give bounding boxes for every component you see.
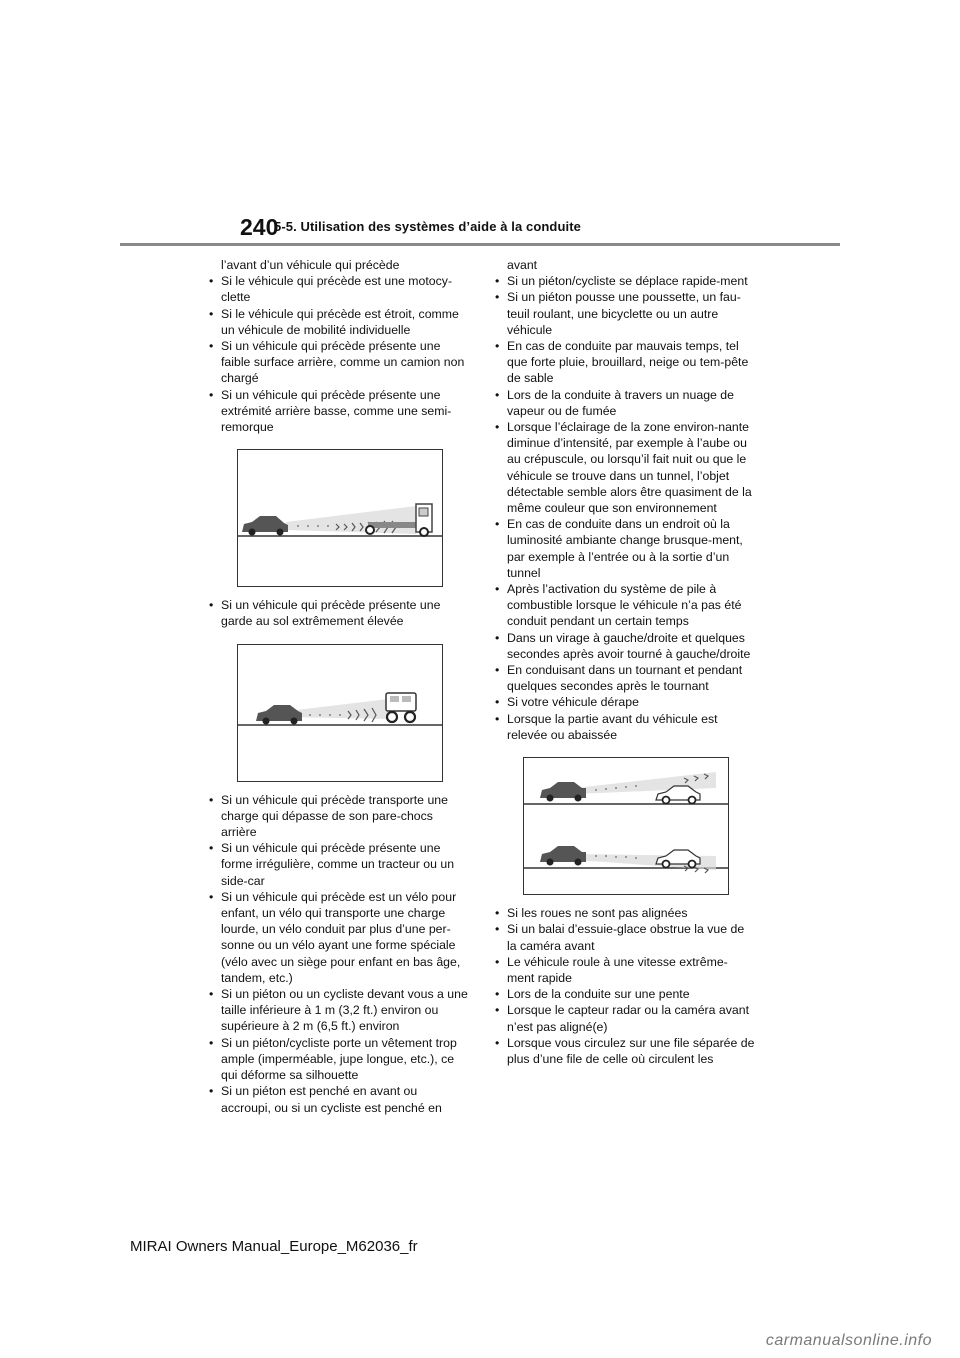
car-following-high-clearance-vehicle-illustration — [238, 645, 442, 781]
right-column — [493, 257, 755, 1067]
figure-trailer-truck — [237, 449, 443, 587]
car-with-raised-lowered-front-illustration — [524, 758, 728, 894]
list-item: • Le véhicule roule à une vitesse extrême-ment rapide — [495, 954, 728, 985]
list-item: • Lorsque la partie avant du véhicule est relevée ou abaissée — [495, 711, 718, 742]
left-list-1 — [207, 273, 469, 435]
list-item: • Si un piéton ou un cycliste devant vous a une taille inférieure à 1 m (3,2 ft.) environ ou supérieure à 2 m (6,5 ft.) environ — [209, 987, 468, 1034]
list-item: • Si un véhicule qui précède présente une forme irrégulière, comme un tracteur ou un side-car — [209, 841, 455, 888]
list-item: • Lorsque vous circulez sur une file séparée de plus d’une file de celle où circulent les — [495, 1035, 755, 1066]
right-list-1 — [493, 273, 755, 743]
list-item: • Après l’activation du système de pile à combustible lorsque le véhicule n’a pas été conduit pendant un certain temps — [495, 582, 742, 629]
car-following-trailer-truck-illustration — [238, 450, 442, 586]
header-rule — [120, 243, 840, 246]
list-item: • Si un piéton est penché en avant ou accroupi, ou si un cycliste est penché en — [209, 1084, 442, 1115]
list-item: • Lorsque l’éclairage de la zone environ-nante diminue d’intensité, par exemple à l’aube ou au crépuscule, ou lorsqu’il fait nuit ou que le véhicule se trouve dans un tunnel, l’objet détectable semble alors être quasiment de la même couleur que son environnement — [495, 420, 752, 516]
right-continuation: avant — [507, 258, 538, 272]
list-item: • Si les roues ne sont pas alignées — [495, 906, 688, 921]
page-number: 240 — [240, 214, 279, 240]
list-item: • Si un véhicule qui précède présente une faible surface arrière, comme un camion non chargé — [209, 339, 465, 386]
section-title: 5-5. Utilisation des systèmes d’aide à la conduite — [274, 219, 581, 234]
left-list-2 — [207, 597, 469, 629]
footer-manual-name: MIRAI Owners Manual_Europe_M62036_fr — [130, 1238, 418, 1255]
left-column — [207, 257, 469, 1116]
list-item: • Si un véhicule qui précède présente une garde au sol extrêmement élevée — [209, 598, 441, 629]
list-item: • Lors de la conduite sur une pente — [495, 987, 690, 1002]
list-item: • Si un piéton pousse une poussette, un fau-teuil roulant, une bicyclette ou un autre véhicule — [495, 290, 741, 337]
list-item: • Si un véhicule qui précède est un vélo pour enfant, un vélo qui transporte une charge lourde, un vélo conduit par plus d’une per-sonne ou un vélo ayant une forme spéciale (vélo avec un siège pour enfant en bas âge, tandem, etc.) — [209, 889, 461, 985]
list-item: • Si un piéton/cycliste se déplace rapide-ment — [495, 274, 748, 289]
figure-high-clearance — [237, 644, 443, 782]
figure-raised-lowered-front — [523, 757, 729, 895]
list-item: • Lors de la conduite à travers un nuage de vapeur ou de fumée — [495, 387, 734, 418]
list-item: • Si un piéton/cycliste porte un vêtement trop ample (imperméable, jupe longue, etc.), ce qui déforme sa silhouette — [209, 1035, 457, 1083]
list-item: • En cas de conduite dans un endroit où la luminosité ambiante change brusque-ment, par exemple à l’entrée ou à la sortie d’un tunnel — [495, 517, 743, 580]
list-item: • Si un véhicule qui précède présente une extrémité arrière basse, comme une semi-remorque — [209, 387, 452, 435]
left-list-3 — [207, 792, 469, 1116]
right-list-2 — [493, 905, 755, 1067]
watermark: carmanualsonline.info — [765, 1332, 932, 1349]
list-item: • Lorsque le capteur radar ou la caméra avant n’est pas aligné(e) — [495, 1003, 749, 1034]
left-intro: l’avant d’un véhicule qui précède — [221, 258, 400, 272]
list-item: • En conduisant dans un tournant et pendant quelques secondes après le tournant — [495, 663, 743, 694]
list-item: • Si un véhicule qui précède transporte une charge qui dépasse de son pare-chocs arrière — [209, 792, 448, 840]
list-item: • Si le véhicule qui précède est étroit, comme un véhicule de mobilité individuelle — [209, 306, 459, 337]
list-item: • Si le véhicule qui précède est une motocy-clette — [209, 274, 453, 305]
list-item: • Dans un virage à gauche/droite et quelques secondes après avoir tourné à gauche/droite — [495, 630, 751, 661]
list-item: • En cas de conduite par mauvais temps, tel que forte pluie, brouillard, neige ou tem-pête de sable — [495, 339, 749, 386]
list-item: • Si un balai d’essuie-glace obstrue la vue de la caméra avant — [495, 922, 745, 953]
list-item: • Si votre véhicule dérape — [495, 695, 639, 710]
